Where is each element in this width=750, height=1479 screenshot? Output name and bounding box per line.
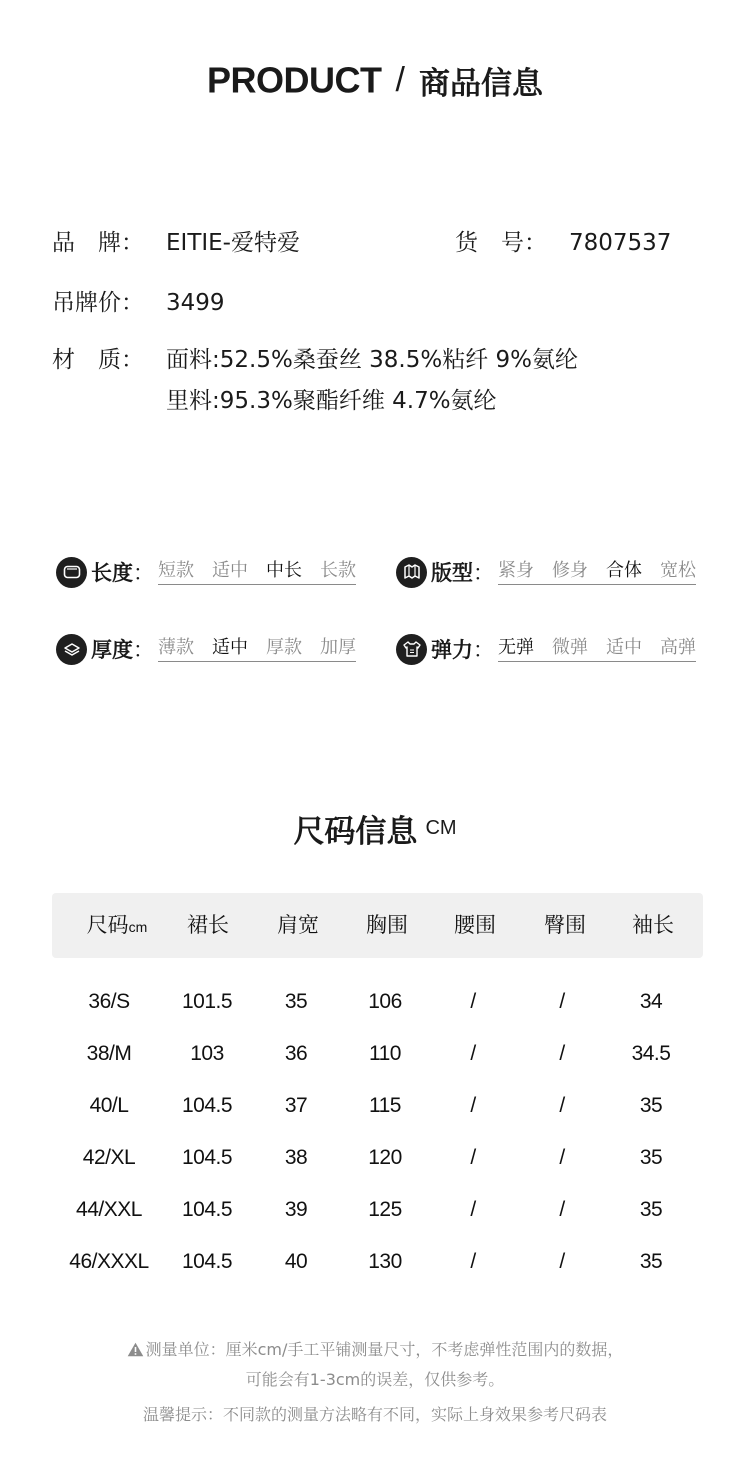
cell-waist: / bbox=[470, 1146, 476, 1169]
cell-sleeve: 34 bbox=[639, 990, 663, 1013]
attribute-name: 长度 bbox=[91, 561, 133, 585]
option-loose: 宽松 bbox=[660, 559, 696, 581]
sku-label: 货 号： bbox=[455, 230, 547, 256]
sku-row bbox=[455, 228, 671, 258]
material-line1: 面料:52.5%桑蚕丝 38.5%粘纤 9%氨纶 bbox=[166, 347, 578, 373]
header-chest: 胸围 bbox=[366, 913, 408, 937]
cell-dress-length: 104.5 bbox=[181, 1146, 233, 1169]
cell-sleeve: 35 bbox=[639, 1250, 663, 1273]
cell-waist: / bbox=[470, 1094, 476, 1117]
price-label: 吊牌价： bbox=[52, 290, 144, 316]
option-medium-stretch: 适中 bbox=[606, 636, 642, 658]
cell-shoulder: 35 bbox=[284, 990, 308, 1013]
cell-shoulder: 37 bbox=[284, 1094, 308, 1117]
attribute-colon: ： bbox=[473, 561, 494, 585]
header-hip: 臀围 bbox=[544, 913, 586, 937]
header-sleeve: 袖长 bbox=[632, 913, 674, 937]
length-icon bbox=[56, 557, 87, 588]
note-tip: 温馨提示：不同款的测量方法略有不同，实际上身效果参考尺码表 bbox=[142, 1405, 607, 1424]
cell-chest: 130 bbox=[368, 1250, 402, 1273]
option-no-stretch-selected: 无弹 bbox=[498, 636, 534, 658]
cell-size: 38/M bbox=[86, 1042, 132, 1065]
attribute-name: 厚度 bbox=[91, 638, 133, 662]
size-title-unit: CM bbox=[425, 817, 457, 839]
attribute-options bbox=[498, 560, 696, 585]
attribute-options bbox=[158, 637, 356, 662]
table-row bbox=[52, 1080, 703, 1132]
option-long: 长款 bbox=[320, 559, 356, 581]
cell-waist: / bbox=[470, 990, 476, 1013]
cell-waist: / bbox=[470, 1250, 476, 1273]
note-text-1: 测量单位：厘米cm/手工平铺测量尺寸，不考虑弹性范围内的数据， bbox=[145, 1340, 624, 1359]
cell-waist: / bbox=[470, 1198, 476, 1221]
cell-hip: / bbox=[559, 1250, 565, 1273]
cell-chest: 106 bbox=[368, 990, 402, 1013]
option-regular-selected: 合体 bbox=[606, 559, 642, 581]
size-table-body bbox=[52, 976, 703, 1288]
cell-dress-length: 104.5 bbox=[181, 1250, 233, 1273]
attribute-elasticity bbox=[396, 632, 696, 666]
fit-icon bbox=[396, 557, 427, 588]
cell-size: 46/XXXL bbox=[69, 1250, 149, 1273]
cell-dress-length: 101.5 bbox=[181, 990, 233, 1013]
brand-value: EITIE-爱特爱 bbox=[166, 230, 300, 256]
table-row bbox=[52, 1184, 703, 1236]
option-thick: 厚款 bbox=[266, 636, 302, 658]
attribute-row-1 bbox=[56, 555, 716, 589]
header-title-cn: 商品信息 bbox=[418, 66, 543, 102]
cell-shoulder: 36 bbox=[284, 1042, 308, 1065]
elasticity-icon bbox=[396, 634, 427, 665]
header-slash: / bbox=[395, 61, 405, 99]
price-row bbox=[52, 288, 225, 318]
cell-dress-length: 104.5 bbox=[181, 1094, 233, 1117]
attribute-row-2 bbox=[56, 632, 716, 666]
cell-sleeve: 35 bbox=[639, 1146, 663, 1169]
thickness-icon bbox=[56, 634, 87, 665]
cell-size: 40/L bbox=[89, 1094, 129, 1117]
table-row bbox=[52, 1236, 703, 1288]
option-extra-thick: 加厚 bbox=[320, 636, 356, 658]
warning-icon bbox=[127, 1338, 144, 1366]
note-line-2: 可能会有1-3cm的误差，仅供参考。 bbox=[245, 1370, 505, 1389]
cell-hip: / bbox=[559, 990, 565, 1013]
cell-shoulder: 39 bbox=[284, 1198, 308, 1221]
material-label: 材 质： bbox=[52, 347, 144, 373]
table-row bbox=[52, 1028, 703, 1080]
measurement-notes bbox=[0, 1336, 750, 1429]
option-high-stretch: 高弹 bbox=[660, 636, 696, 658]
material-row-2 bbox=[166, 386, 497, 416]
cell-chest: 120 bbox=[368, 1146, 402, 1169]
option-thin: 薄款 bbox=[158, 636, 194, 658]
cell-shoulder: 40 bbox=[284, 1250, 308, 1273]
table-row bbox=[52, 976, 703, 1028]
page-header bbox=[0, 58, 750, 103]
cell-sleeve: 35 bbox=[639, 1094, 663, 1117]
size-table-header bbox=[52, 893, 703, 958]
cell-shoulder: 38 bbox=[284, 1146, 308, 1169]
attribute-name: 版型 bbox=[431, 561, 473, 585]
material-row bbox=[52, 345, 578, 375]
header-waist: 腰围 bbox=[454, 913, 496, 937]
option-medium-selected: 适中 bbox=[212, 636, 248, 658]
cell-dress-length: 104.5 bbox=[181, 1198, 233, 1221]
brand-label: 品 牌： bbox=[52, 230, 144, 256]
header-shoulder: 肩宽 bbox=[277, 913, 319, 937]
cell-sleeve: 34.5 bbox=[631, 1042, 671, 1065]
sku-value: 7807537 bbox=[569, 230, 672, 256]
cell-hip: / bbox=[559, 1042, 565, 1065]
attribute-colon: ： bbox=[133, 638, 154, 662]
brand-row bbox=[52, 228, 300, 258]
size-title-text: 尺码信息 bbox=[293, 814, 418, 850]
material-line2: 里料:95.3%聚酯纤维 4.7%氨纶 bbox=[166, 388, 497, 414]
header-size: 尺码cm bbox=[86, 913, 148, 937]
size-info-title bbox=[0, 806, 750, 851]
price-value: 3499 bbox=[166, 290, 225, 316]
attribute-name: 弹力 bbox=[431, 638, 473, 662]
attribute-options bbox=[158, 560, 356, 585]
option-tight: 紧身 bbox=[498, 559, 534, 581]
note-line-1 bbox=[0, 1336, 750, 1366]
option-short: 短款 bbox=[158, 559, 194, 581]
cell-hip: / bbox=[559, 1146, 565, 1169]
attribute-length bbox=[56, 555, 356, 589]
cell-chest: 110 bbox=[369, 1042, 401, 1065]
cell-sleeve: 35 bbox=[639, 1198, 663, 1221]
attribute-options bbox=[498, 637, 696, 662]
header-title-en: PRODUCT bbox=[207, 59, 382, 101]
cell-hip: / bbox=[559, 1094, 565, 1117]
cell-waist: / bbox=[470, 1042, 476, 1065]
option-slight-stretch: 微弹 bbox=[552, 636, 588, 658]
cell-chest: 115 bbox=[369, 1094, 401, 1117]
attribute-colon: ： bbox=[133, 561, 154, 585]
cell-size: 42/XL bbox=[82, 1146, 136, 1169]
cell-dress-length: 103 bbox=[190, 1042, 224, 1065]
option-slim: 修身 bbox=[552, 559, 588, 581]
cell-chest: 125 bbox=[368, 1198, 402, 1221]
table-row bbox=[52, 1132, 703, 1184]
attribute-fit bbox=[396, 555, 696, 589]
option-mid-long-selected: 中长 bbox=[266, 559, 302, 581]
option-medium: 适中 bbox=[212, 559, 248, 581]
header-size-unit: cm bbox=[128, 919, 148, 935]
cell-size: 36/S bbox=[88, 990, 130, 1013]
cell-size: 44/XXL bbox=[76, 1198, 142, 1221]
header-dress-length: 裙长 bbox=[187, 913, 229, 937]
attribute-colon: ： bbox=[473, 638, 494, 662]
cell-hip: / bbox=[559, 1198, 565, 1221]
attribute-thickness bbox=[56, 632, 356, 666]
